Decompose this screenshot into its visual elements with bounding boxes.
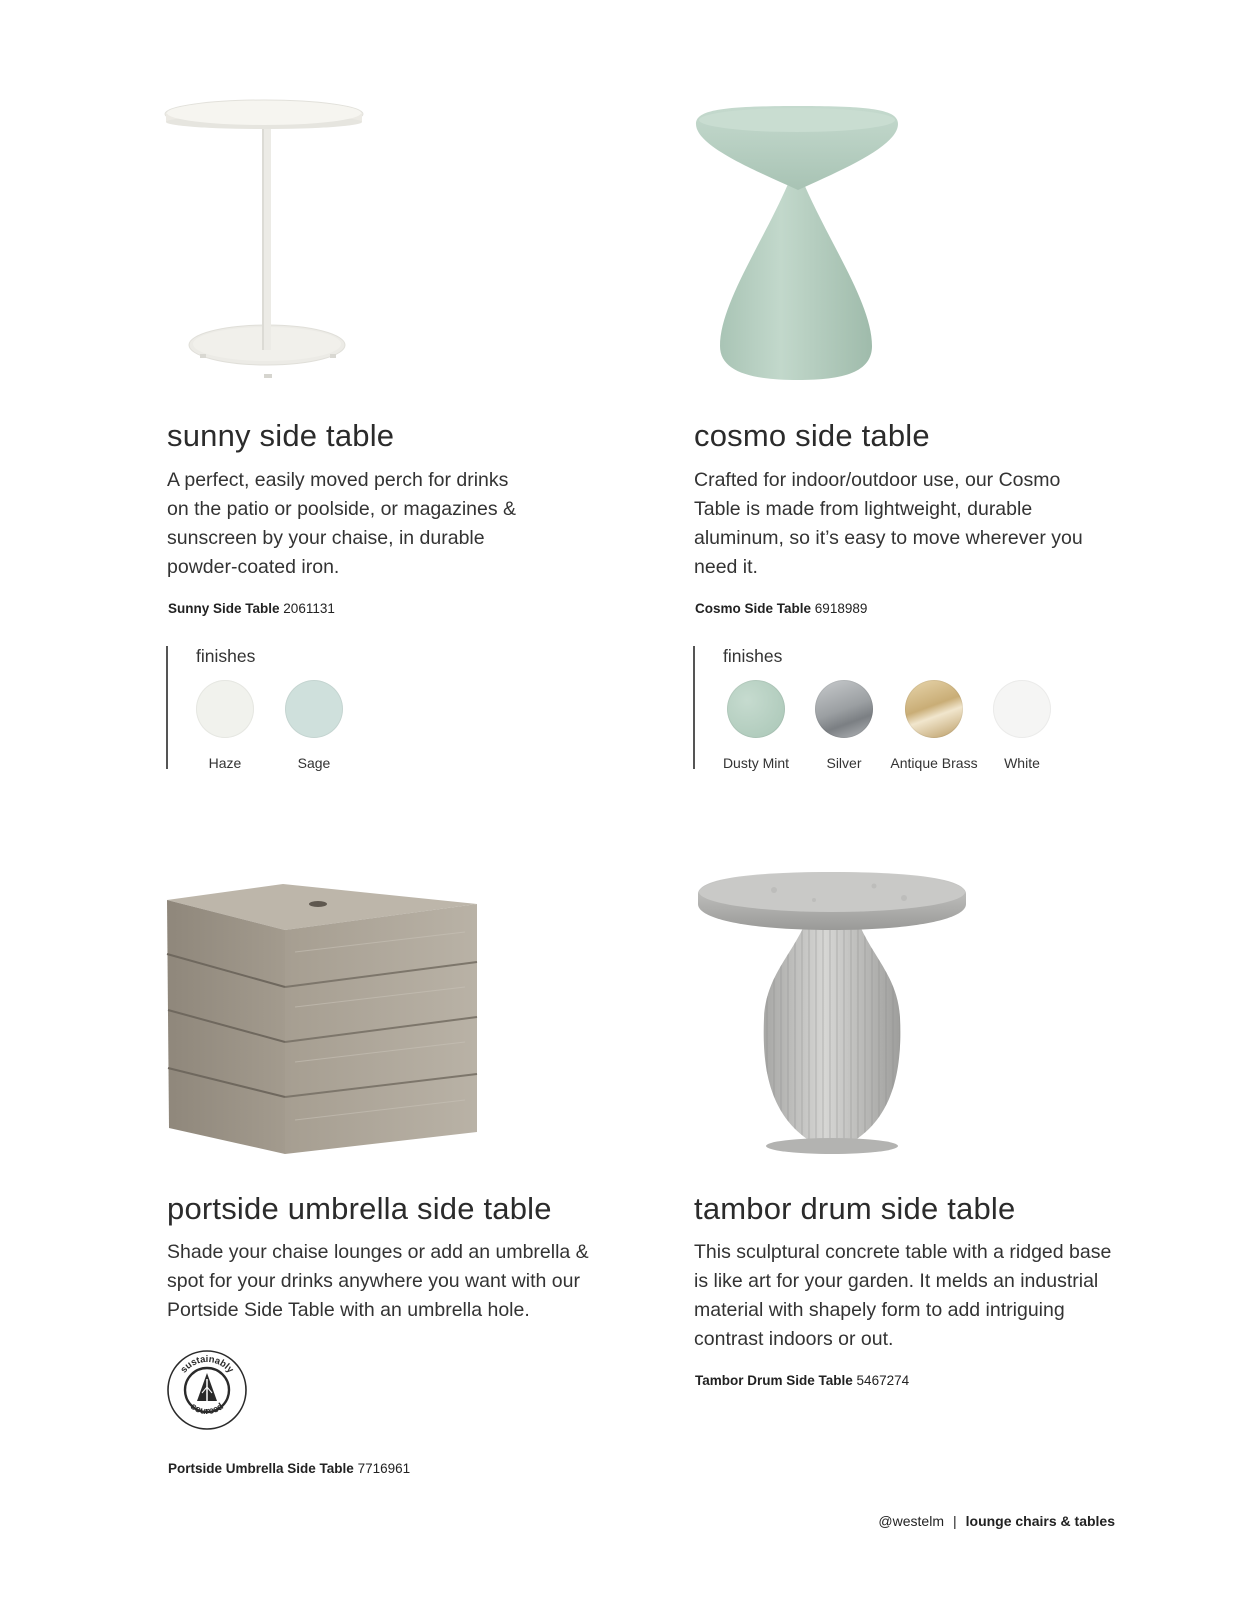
- finish-swatch-antique-brass[interactable]: [890, 680, 978, 771]
- swatch-label: White: [1004, 755, 1040, 771]
- page-footer: [878, 1513, 1115, 1529]
- product-description: This sculptural concrete table with a ridged base is like art for your garden. It melds an industrial material with shapely form to add intriguing contrast indoors or out.: [694, 1241, 1112, 1350]
- product-tambor-drum-side-table: [620, 800, 1250, 1500]
- social-handle[interactable]: @westelm: [878, 1513, 944, 1529]
- badge-top-text: sustainably: [178, 1353, 236, 1376]
- sustainably-sourced-badge: [166, 1349, 248, 1431]
- product-title: cosmo side table: [694, 418, 930, 453]
- finishes-panel: [166, 646, 331, 771]
- sku-line: [695, 1373, 909, 1388]
- swatch-label: Sage: [297, 755, 331, 771]
- section-name: lounge chairs & tables: [965, 1513, 1115, 1529]
- finishes-heading: finishes: [196, 646, 256, 666]
- sku-name: Portside Umbrella Side Table: [168, 1461, 354, 1476]
- finish-swatch-sage[interactable]: [270, 680, 358, 771]
- sku-name: Tambor Drum Side Table: [695, 1373, 853, 1388]
- product-sunny-side-table: [0, 0, 620, 800]
- cosmo-side-table-image: [692, 104, 904, 386]
- finish-swatch-silver[interactable]: [800, 680, 888, 771]
- swatch-color: [993, 680, 1051, 738]
- swatch-label: Haze: [208, 755, 242, 771]
- swatch-color: [285, 680, 343, 738]
- sku-name: Cosmo Side Table: [695, 601, 812, 616]
- sku-line: [168, 601, 335, 616]
- swatch-label: Antique Brass: [890, 755, 978, 771]
- swatch-color: [727, 680, 785, 738]
- tambor-drum-side-table-image: [694, 868, 970, 1158]
- product-description: Shade your chaise lounges or add an umbrella & spot for your drinks anywhere you want with our Portside Side Table with an umbrella hole.: [167, 1241, 589, 1321]
- product-title: sunny side table: [167, 418, 395, 453]
- finish-swatch-haze[interactable]: [181, 680, 269, 771]
- sunny-side-table-image: [160, 92, 375, 388]
- swatch-color: [196, 680, 254, 738]
- finishes-panel: [693, 646, 1040, 771]
- badge-bottom-text: sourced: [188, 1401, 226, 1418]
- sku-number: 5467274: [856, 1373, 910, 1388]
- swatch-color: [815, 680, 873, 738]
- sku-line: [168, 1461, 410, 1476]
- finishes-heading: finishes: [723, 646, 783, 666]
- finish-swatch-dusty-mint[interactable]: [712, 680, 800, 771]
- portside-side-table-image: [165, 882, 481, 1156]
- sku-number: 6918989: [814, 601, 868, 616]
- sku-name: Sunny Side Table: [168, 601, 280, 616]
- swatch-color: [905, 680, 963, 738]
- swatch-label: Dusty Mint: [722, 755, 790, 771]
- product-description: Crafted for indoor/outdoor use, our Cosmo Table is made from lightweight, durable aluminum, so it’s easy to move wherever you need it.: [694, 469, 1083, 578]
- sku-line: [695, 601, 867, 616]
- product-cosmo-side-table: [620, 0, 1250, 800]
- product-portside-umbrella-side-table: [0, 800, 620, 1500]
- product-title: portside umbrella side table: [167, 1191, 552, 1226]
- swatch-label: Silver: [826, 755, 862, 771]
- sku-number: 7716961: [357, 1461, 411, 1476]
- product-title: tambor drum side table: [694, 1191, 1016, 1226]
- product-description: A perfect, easily moved perch for drinks on the patio or poolside, or magazines & sunscreen by your chaise, in durable powder-coated iron.: [167, 469, 517, 578]
- finish-swatch-white[interactable]: [978, 680, 1066, 771]
- footer-separator: |: [952, 1513, 957, 1529]
- sku-number: 2061131: [283, 601, 335, 616]
